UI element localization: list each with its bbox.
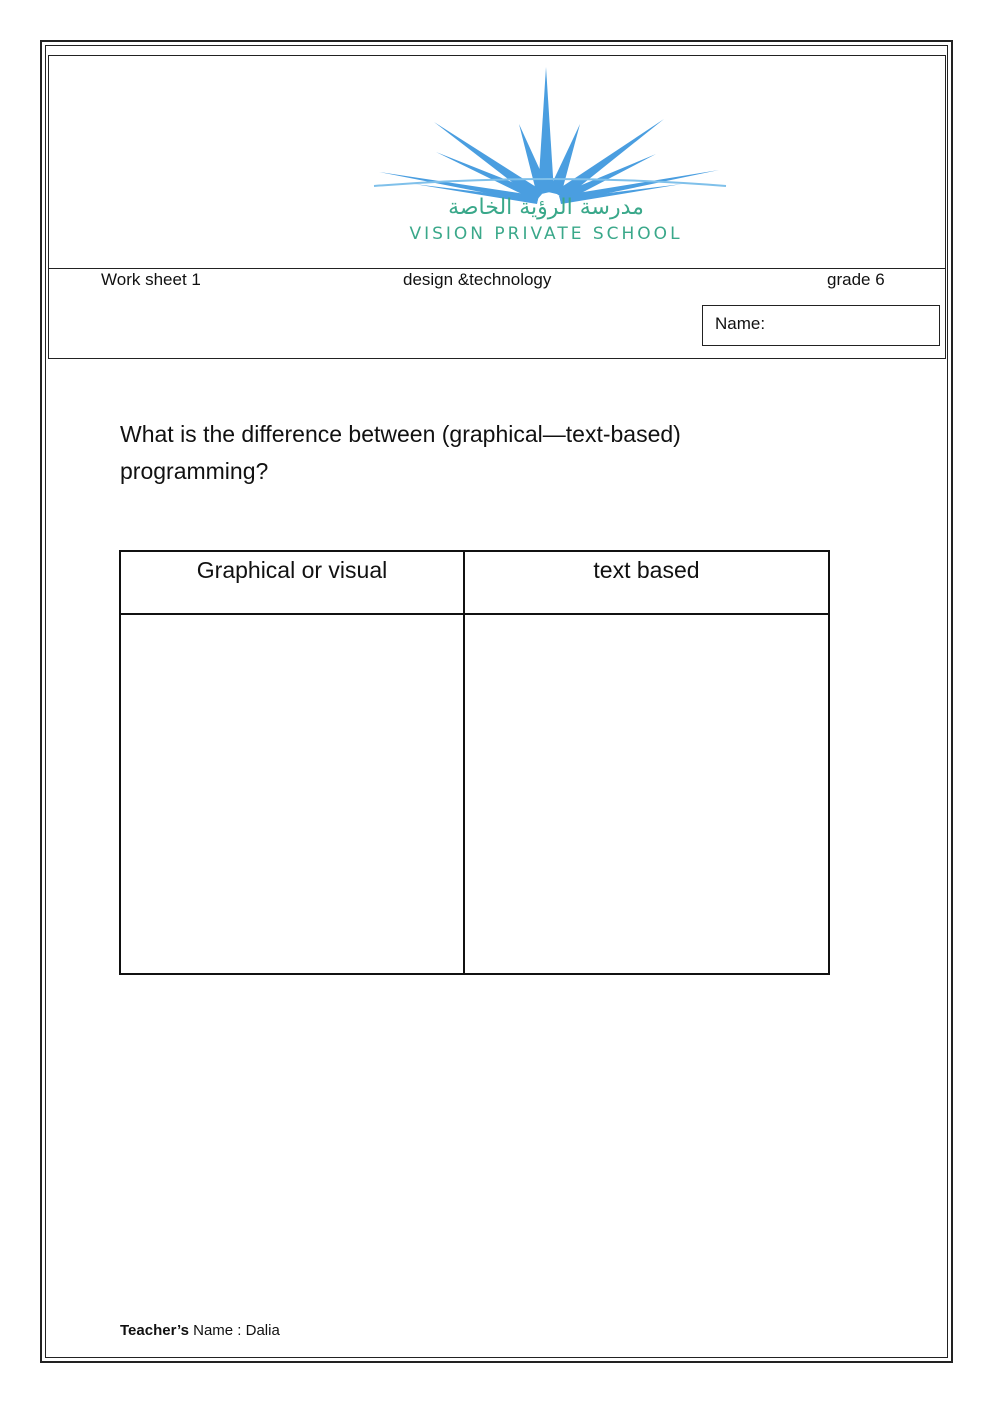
answer-table bbox=[119, 550, 830, 975]
header-text-based: text based bbox=[464, 551, 829, 614]
teacher-label-bold: Teacher’s bbox=[120, 1322, 189, 1339]
logo-english-name: VISION PRIVATE SCHOOL bbox=[409, 224, 683, 244]
teacher-name bbox=[120, 1322, 280, 1339]
teacher-label-rest: Name : Dalia bbox=[188, 1322, 280, 1339]
answer-cell-graphical[interactable] bbox=[120, 614, 464, 974]
header-box bbox=[48, 55, 946, 359]
grade-label: grade 6 bbox=[827, 270, 885, 289]
sun-ray-left-2 bbox=[434, 122, 544, 199]
school-logo bbox=[354, 64, 744, 254]
student-name-field[interactable] bbox=[702, 305, 940, 346]
header-divider bbox=[49, 268, 945, 269]
sun-emblem-icon bbox=[354, 64, 744, 254]
logo-arabic-name: مدرسة الرؤية الخاصة bbox=[448, 195, 644, 220]
question-text: What is the difference between (graphical—text-based) programming? bbox=[120, 421, 681, 484]
subject-title: design &technology bbox=[403, 270, 552, 289]
answer-cell-text-based[interactable] bbox=[464, 614, 829, 974]
name-label: Name: bbox=[715, 314, 766, 333]
header-graphical: Graphical or visual bbox=[120, 551, 464, 614]
worksheet-number: Work sheet 1 bbox=[101, 270, 201, 289]
